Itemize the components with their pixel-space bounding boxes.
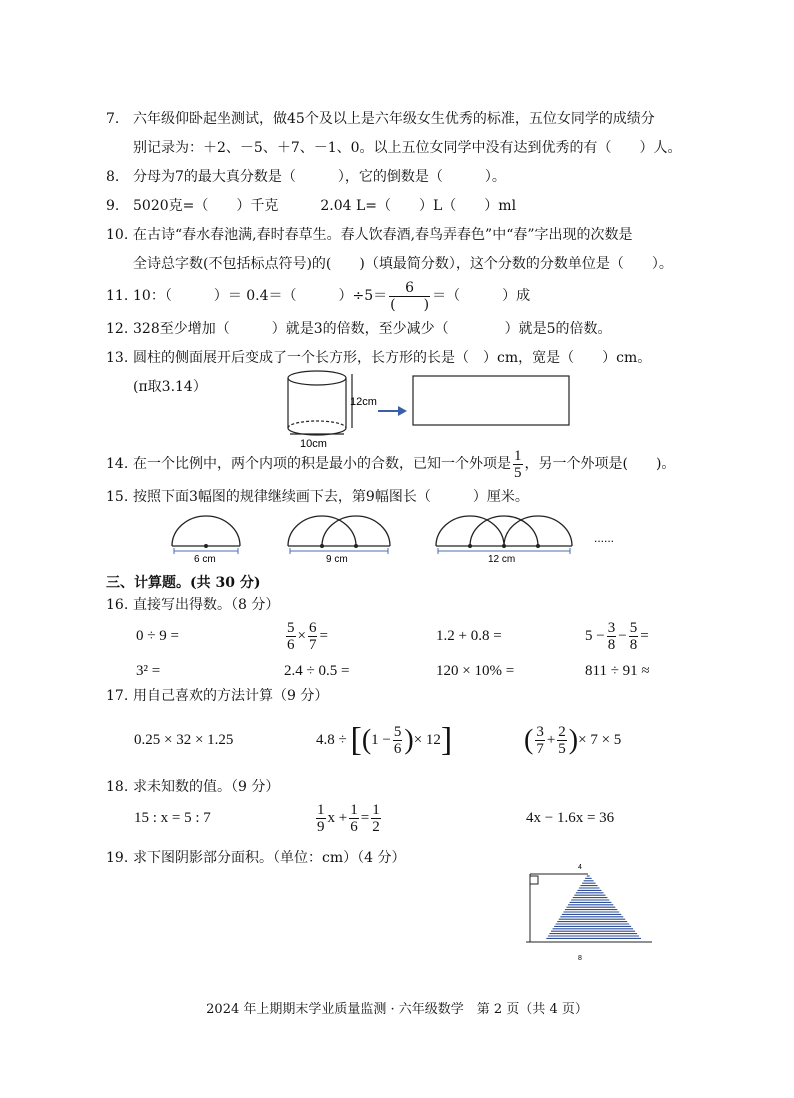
q16-expr1: 0 ÷ 9 = — [136, 628, 179, 644]
q16-frac-c: $\frac{3}{8}$ — [607, 620, 616, 654]
q8-number: 8. — [106, 169, 120, 185]
q16-expr4: 5 − $\frac{3}{8}$ − $\frac{5}{8}$ = — [585, 620, 649, 654]
cylinder-height-label: 12cm — [350, 396, 377, 408]
q16-expr3: 1.2 + 0.8 = — [436, 628, 502, 644]
q16-expr7: 120 × 10% = — [436, 663, 515, 679]
q16-expr8: 811 ÷ 91 ≈ — [585, 663, 650, 679]
fig3-label: 12 cm — [488, 554, 516, 565]
q15-text: 按照下面3幅图的规律继续画下去，第9幅图长（ ）厘米。 — [133, 489, 529, 505]
fig2-label: 9 cm — [326, 554, 348, 565]
q8-text: 分母为7的最大真分数是（ ），它的倒数是（ ）。 — [133, 169, 506, 185]
q11-part-a: 10：（ ）＝ 0.4＝（ ）÷5＝ — [133, 288, 388, 304]
q7-line1: 六年级仰卧起坐测试，做45个及以上是六年级女生优秀的标准，五位女同学的成绩分 — [133, 111, 655, 127]
q10-line1: 在古诗“春水春池满,春时春草生。春人饮春酒,春鸟弄春色”中“春”字出现的次数是 — [133, 227, 633, 243]
q19-shaded-figure — [520, 858, 660, 968]
q17-expr1: 0.25 × 32 × 1.25 — [134, 732, 234, 748]
top-label: 4 — [578, 864, 582, 871]
q14-fraction — [513, 448, 523, 481]
q17-title: 用自己喜欢的方法计算（9 分） — [133, 688, 329, 704]
q14-number: 14. — [106, 456, 129, 472]
q11-text — [133, 278, 530, 314]
bottom-label: 8 — [578, 955, 582, 962]
q14-frac-den: 5 — [514, 464, 522, 481]
q11-frac-num: 6 — [405, 279, 415, 296]
q17-expr2: 4.8 ÷ [(1 − $\frac{5}{6}$ )× 12] — [316, 721, 453, 759]
cylinder-width-label: 10cm — [300, 438, 327, 450]
q13-cylinder-diagram — [282, 368, 582, 450]
q16-expr5: 3² = — [136, 663, 161, 679]
q16-expr2: $\frac{5}{6}$ × $\frac{6}{7}$ = — [287, 620, 328, 654]
q14-frac-num: 1 — [514, 447, 522, 464]
q11-number: 11. — [106, 288, 129, 304]
q10-line2: 全诗总字数(不包括标点符号)的( )（填最简分数），这个分数的分数单位是（ ）。 — [133, 256, 673, 272]
section3-title: 三、计算题。(共 30 分) — [106, 575, 261, 591]
q16-frac-a: $\frac{5}{6}$ — [287, 620, 295, 654]
q7-number: 7. — [106, 111, 120, 127]
q13-pi-note: (π取3.14） — [133, 379, 207, 395]
q11-part-b: ＝（ ）成 — [432, 288, 531, 304]
q18-title: 求未知数的值。（9 分） — [133, 779, 280, 795]
q7-line2: 别记录为：＋2、－5、＋7、－1、0。以上五位女同学中没有达到优秀的有（ ）人。 — [133, 140, 682, 156]
q12-text: 328至少增加（ ）就是3的倍数，至少减少（ ）就是5的倍数。 — [133, 321, 612, 337]
q18-expr2: $\frac{1}{9}$ x + $\frac{1}{6}$ = $\frac{1}{2}$ — [317, 802, 380, 836]
q18-expr3: 4x − 1.6x = 36 — [526, 810, 615, 826]
q16-frac-d: $\frac{5}{8}$ — [629, 620, 638, 654]
rectangle-shape — [413, 376, 569, 425]
q13-number: 13. — [106, 350, 129, 366]
q18-number: 18. — [106, 779, 129, 795]
q9-number: 9. — [106, 198, 120, 214]
q14-text — [133, 446, 675, 482]
q12-number: 12. — [106, 321, 129, 337]
fig1-label: 6 cm — [194, 554, 216, 565]
q13-text: 圆柱的侧面展开后变成了一个长方形，长方形的长是（ ）cm，宽是（ ）cm。 — [133, 350, 652, 366]
shaded-region — [546, 876, 641, 938]
cylinder-top — [288, 371, 346, 385]
q19-title: 求下图阴影部分面积。（单位：cm）（4 分） — [133, 850, 406, 866]
q9-text: 5020克=（ ）千克 2.04 L=（ ）L（ ）ml — [133, 198, 517, 214]
q16-title: 直接写出得数。（8 分） — [133, 597, 280, 613]
q15-number: 15. — [106, 489, 129, 505]
q17-number: 17. — [106, 688, 129, 704]
arrow-head-icon — [398, 406, 407, 416]
q15-semicircle-diagram — [160, 506, 640, 568]
q11-frac-den: ( ) — [390, 296, 430, 313]
q16-expr6: 2.4 ÷ 0.5 = — [284, 663, 350, 679]
q14-part-a: 在一个比例中，两个内项的积是最小的合数，已知一个外项是 — [133, 456, 511, 472]
q16-frac-b: $\frac{6}{7}$ — [308, 620, 317, 654]
q10-number: 10. — [106, 227, 129, 243]
q11-fraction — [389, 280, 430, 313]
ellipsis: ...... — [594, 531, 615, 545]
q16-number: 16. — [106, 597, 129, 613]
q14-part-b: ，另一个外项是( )。 — [524, 456, 676, 472]
q17-expr3: ( $\frac{3}{7}$ + $\frac{2}{5}$ )× 7 × 5 — [524, 724, 622, 758]
page-footer: 2024 年上期期末学业质量监测 · 六年级数学 第 2 页（共 4 页） — [206, 1002, 588, 1017]
q19-number: 19. — [106, 850, 129, 866]
q18-expr1: 15 : x = 5 : 7 — [134, 810, 211, 826]
semicircle-fig1 — [172, 516, 240, 546]
